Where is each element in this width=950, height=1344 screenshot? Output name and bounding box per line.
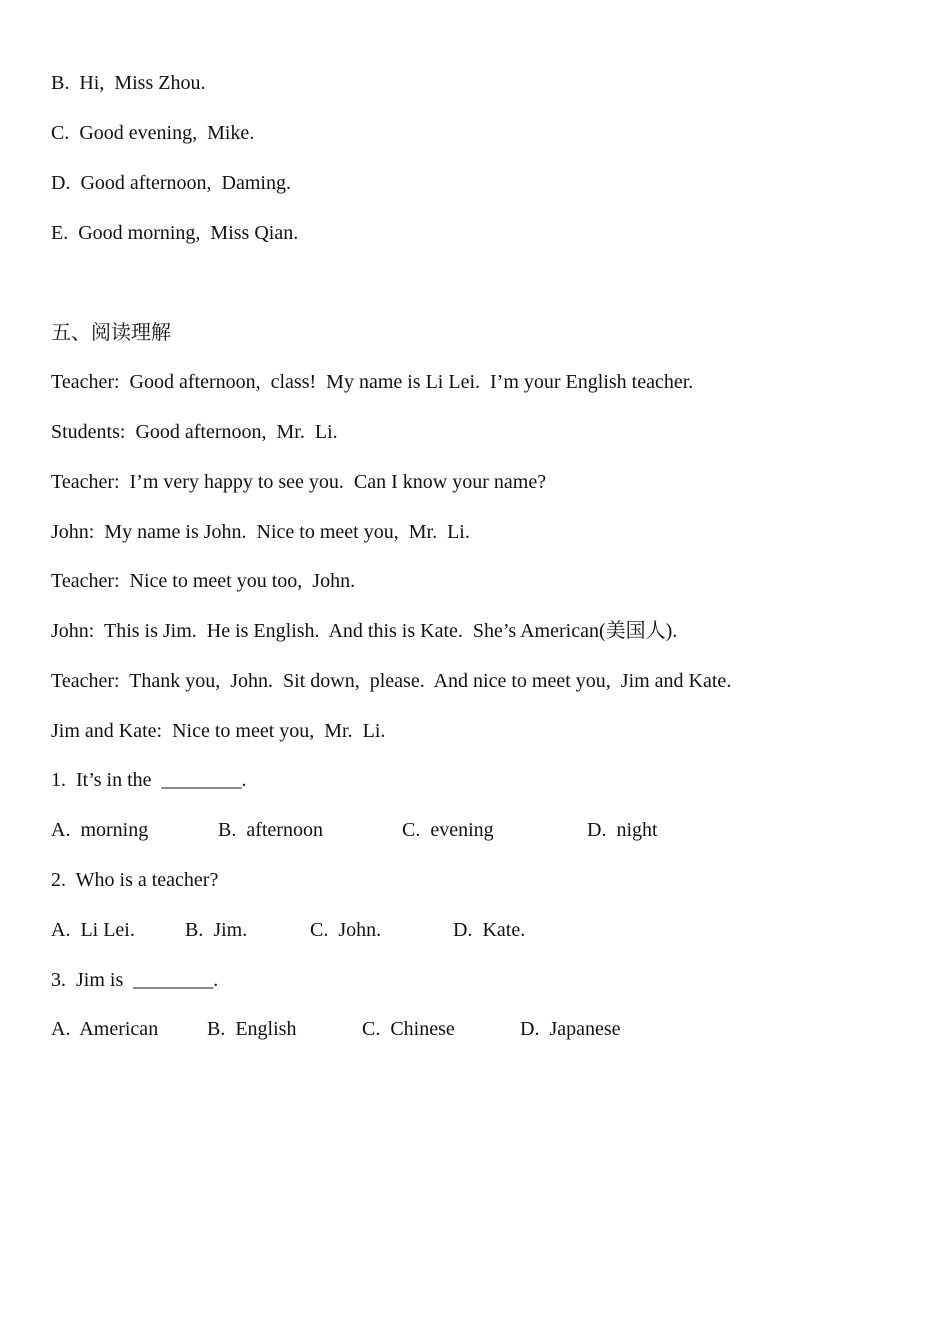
q3-option-a: A. American [51, 1018, 159, 1040]
question-1-stem: 1. It’s in the ________. [51, 769, 247, 791]
q1-option-d: D. night [587, 819, 658, 841]
dialogue-line: John: This is Jim. He is English. And this is Kate. She’s American(美国人). [51, 620, 678, 642]
q1-option-a: A. morning [51, 819, 149, 841]
dialogue-line: John: My name is John. Nice to meet you, Mr. Li. [51, 521, 470, 543]
q2-option-d: D. Kate. [453, 919, 526, 941]
q3-option-d: D. Japanese [520, 1018, 621, 1040]
q2-option-b: B. Jim. [185, 919, 248, 941]
q3-option-b: B. English [207, 1018, 297, 1040]
dialogue-line: Teacher: Nice to meet you too, John. [51, 570, 356, 592]
dialogue-line: Jim and Kate: Nice to meet you, Mr. Li. [51, 720, 386, 742]
q2-option-a: A. Li Lei. [51, 919, 135, 941]
dialogue-line: Teacher: I’m very happy to see you. Can I know your name? [51, 471, 547, 493]
dialogue-line: Students: Good afternoon, Mr. Li. [51, 421, 338, 443]
prev-option-e: E. Good morning, Miss Qian. [51, 222, 299, 244]
prev-option-d: D. Good afternoon, Daming. [51, 172, 291, 194]
prev-option-c: C. Good evening, Mike. [51, 122, 255, 144]
dialogue-line: Teacher: Thank you, John. Sit down, please. And nice to meet you, Jim and Kate. [51, 670, 732, 692]
q2-option-c: C. John. [310, 919, 382, 941]
prev-option-b: B. Hi, Miss Zhou. [51, 72, 206, 94]
section-title: 五、阅读理解 [51, 322, 171, 344]
q1-option-c: C. evening [402, 819, 494, 841]
q3-option-c: C. Chinese [362, 1018, 455, 1040]
question-3-stem: 3. Jim is ________. [51, 969, 219, 991]
q1-option-b: B. afternoon [218, 819, 323, 841]
dialogue-line: Teacher: Good afternoon, class! My name is Li Lei. I’m your English teacher. [51, 371, 694, 393]
question-2-stem: 2. Who is a teacher? [51, 869, 219, 891]
